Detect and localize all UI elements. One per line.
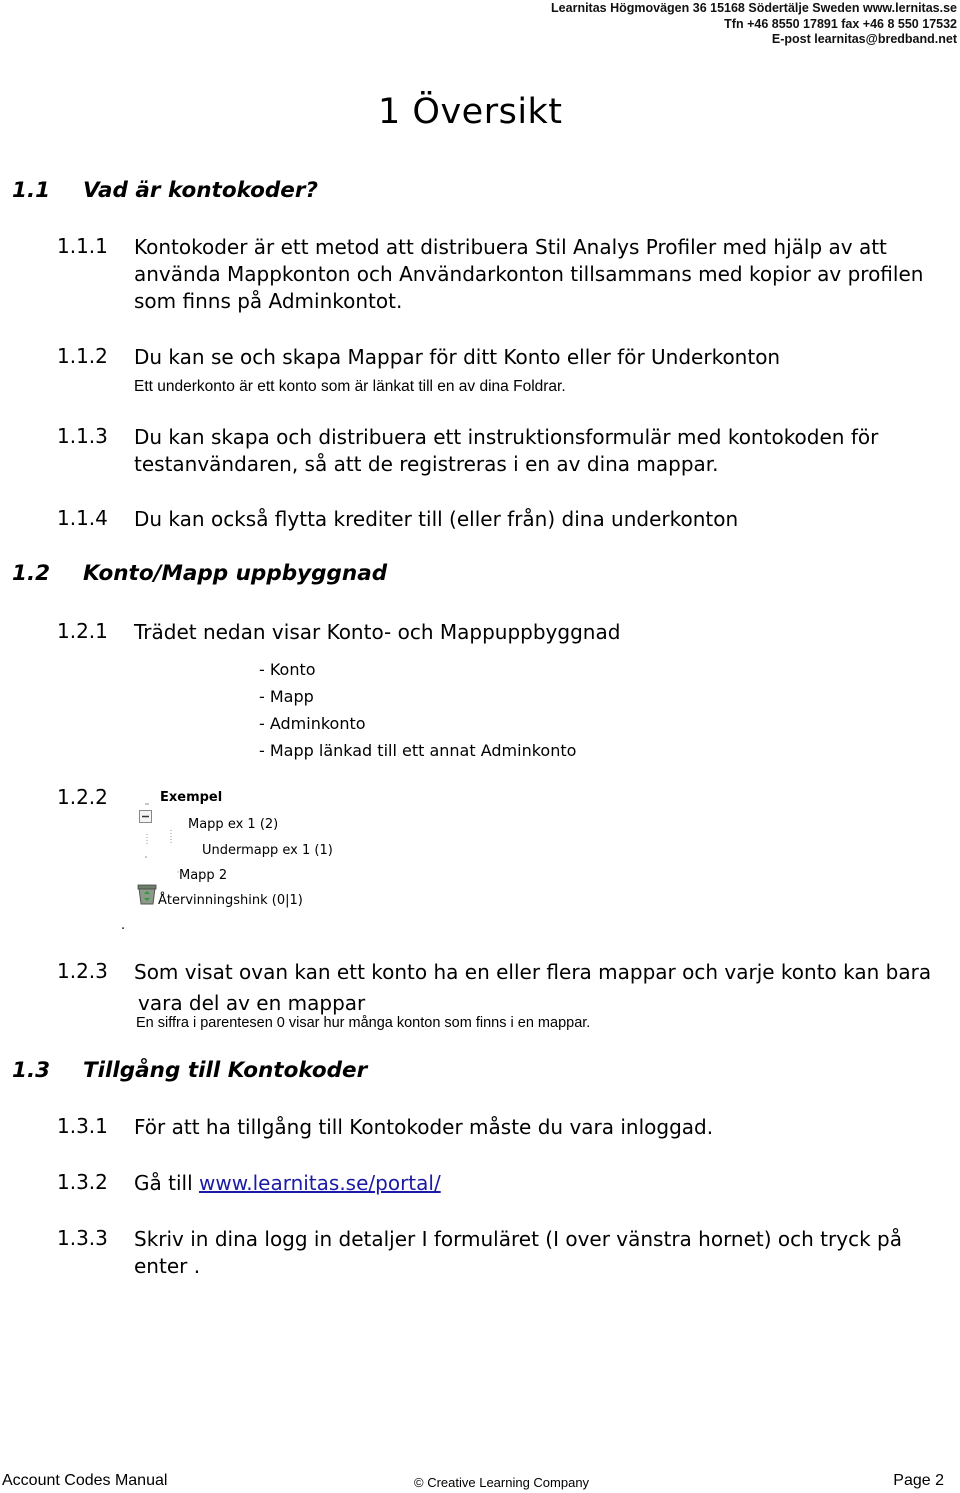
item-number-1-2-1: 1.2.1 [57, 619, 108, 643]
legend-item-linked-mapp: - Mapp länkad till ett annat Adminkonto [259, 741, 577, 760]
section-heading-1-2 [12, 561, 512, 591]
item-number-1-3-3: 1.3.3 [57, 1226, 108, 1250]
header-address: Learnitas Högmovägen 36 15168 Södertälje Sweden www.lernitas.se [551, 1, 957, 15]
text-line: enter . [134, 1254, 201, 1278]
section-title: Tillgång till Kontokoder [83, 1058, 368, 1083]
text-prefix: Gå till [134, 1171, 199, 1195]
text-line: Du kan skapa och distribuera ett instruktionsformulär med kontokoden för [134, 425, 879, 449]
section-number: 1.2 [12, 561, 51, 586]
header-phone: Tfn +46 8550 17891 fax +46 8 550 17532 [724, 17, 957, 31]
recycle-bin-icon [135, 882, 159, 906]
item-1-1-3-text [134, 424, 878, 478]
item-number-1-1-2: 1.1.2 [57, 344, 108, 368]
tree-node-mapp-ex-1[interactable]: Mapp ex 1 (2) [188, 817, 279, 832]
item-number-1-2-3: 1.2.3 [57, 959, 108, 983]
tree-node-recycle-bin[interactable]: Återvinningshink (0|1) [158, 893, 303, 908]
portal-link[interactable]: www.learnitas.se/portal/ [198, 1171, 441, 1195]
tree-legend [259, 656, 576, 764]
item-number-1-3-2: 1.3.2 [57, 1170, 108, 1194]
item-1-1-4-text: Du kan också flytta krediter till (eller från) dina underkonton [134, 507, 739, 531]
legend-item-adminkonto: - Adminkonto [259, 714, 366, 733]
section-number: 1.3 [12, 1058, 51, 1083]
text-line: Skriv in dina logg in detaljer I formuläret (I over vänstra hornet) och tryck på [134, 1227, 902, 1251]
item-number-1-1-4: 1.1.4 [57, 506, 108, 530]
item-1-3-3-text [134, 1226, 902, 1280]
collapse-minus-icon[interactable] [139, 810, 153, 824]
text-line: som finns på Adminkontot. [134, 289, 403, 313]
tree-node-mapp-2[interactable]: Mapp 2 [179, 868, 228, 883]
section-heading-1-1 [12, 178, 512, 208]
tree-stray-dot: . [121, 918, 126, 933]
tree-root-exempel[interactable]: Exempel [160, 790, 223, 805]
item-1-2-1-text: Trädet nedan visar Konto- och Mappuppbyggnad [134, 620, 621, 644]
item-number-1-1-3: 1.1.3 [57, 424, 108, 448]
item-1-2-3-text-2: vara del av en mappar [138, 991, 366, 1015]
tree-node-undermapp-ex-1[interactable]: Undermapp ex 1 (1) [202, 843, 333, 858]
item-1-1-2-text: Du kan se och skapa Mappar för ditt Konto eller för Underkonton [134, 345, 781, 369]
footer-copyright: © Creative Learning Company [414, 1475, 590, 1490]
item-number-1-3-1: 1.3.1 [57, 1114, 108, 1138]
item-1-2-3-text: Som visat ovan kan ett konto ha en eller flera mappar och varje konto kan bara [134, 960, 932, 984]
footer-manual-name: Account Codes Manual [2, 1472, 168, 1489]
text-line: använda Mappkonton och Användarkonton tillsammans med kopior av profilen [134, 262, 924, 286]
item-1-2-3-note: En siffra i parentesen 0 visar hur många konton som finns i en mappar. [136, 1015, 591, 1031]
item-1-1-1-text [134, 234, 923, 315]
page-title: 1 Översikt [378, 92, 563, 132]
item-number-1-2-2: 1.2.2 [57, 785, 108, 809]
item-1-1-2-note: Ett underkonto är ett konto som är länkat till en av dina Foldrar. [134, 378, 566, 395]
header-email: E-post learnitas@bredband.net [771, 32, 957, 46]
section-title: Vad är kontokoder? [83, 178, 318, 203]
item-1-3-1-text: För att ha tillgång till Kontokoder måste du vara inloggad. [134, 1115, 714, 1139]
legend-item-mapp: - Mapp [259, 687, 314, 706]
legend-item-konto: - Konto [259, 660, 316, 679]
text-line: Kontokoder är ett metod att distribuera Stil Analys Profiler med hjälp av att [134, 235, 887, 259]
item-number-1-1-1: 1.1.1 [57, 234, 108, 258]
section-title: Konto/Mapp uppbyggnad [83, 561, 388, 586]
footer-page-number: Page 2 [893, 1472, 944, 1489]
section-number: 1.1 [12, 178, 51, 203]
section-heading-1-3 [12, 1058, 512, 1088]
item-1-3-2-text [134, 1170, 441, 1197]
text-line: testanvändaren, så att de registreras i en av dina mappar. [134, 452, 719, 476]
tree-view [118, 790, 378, 940]
